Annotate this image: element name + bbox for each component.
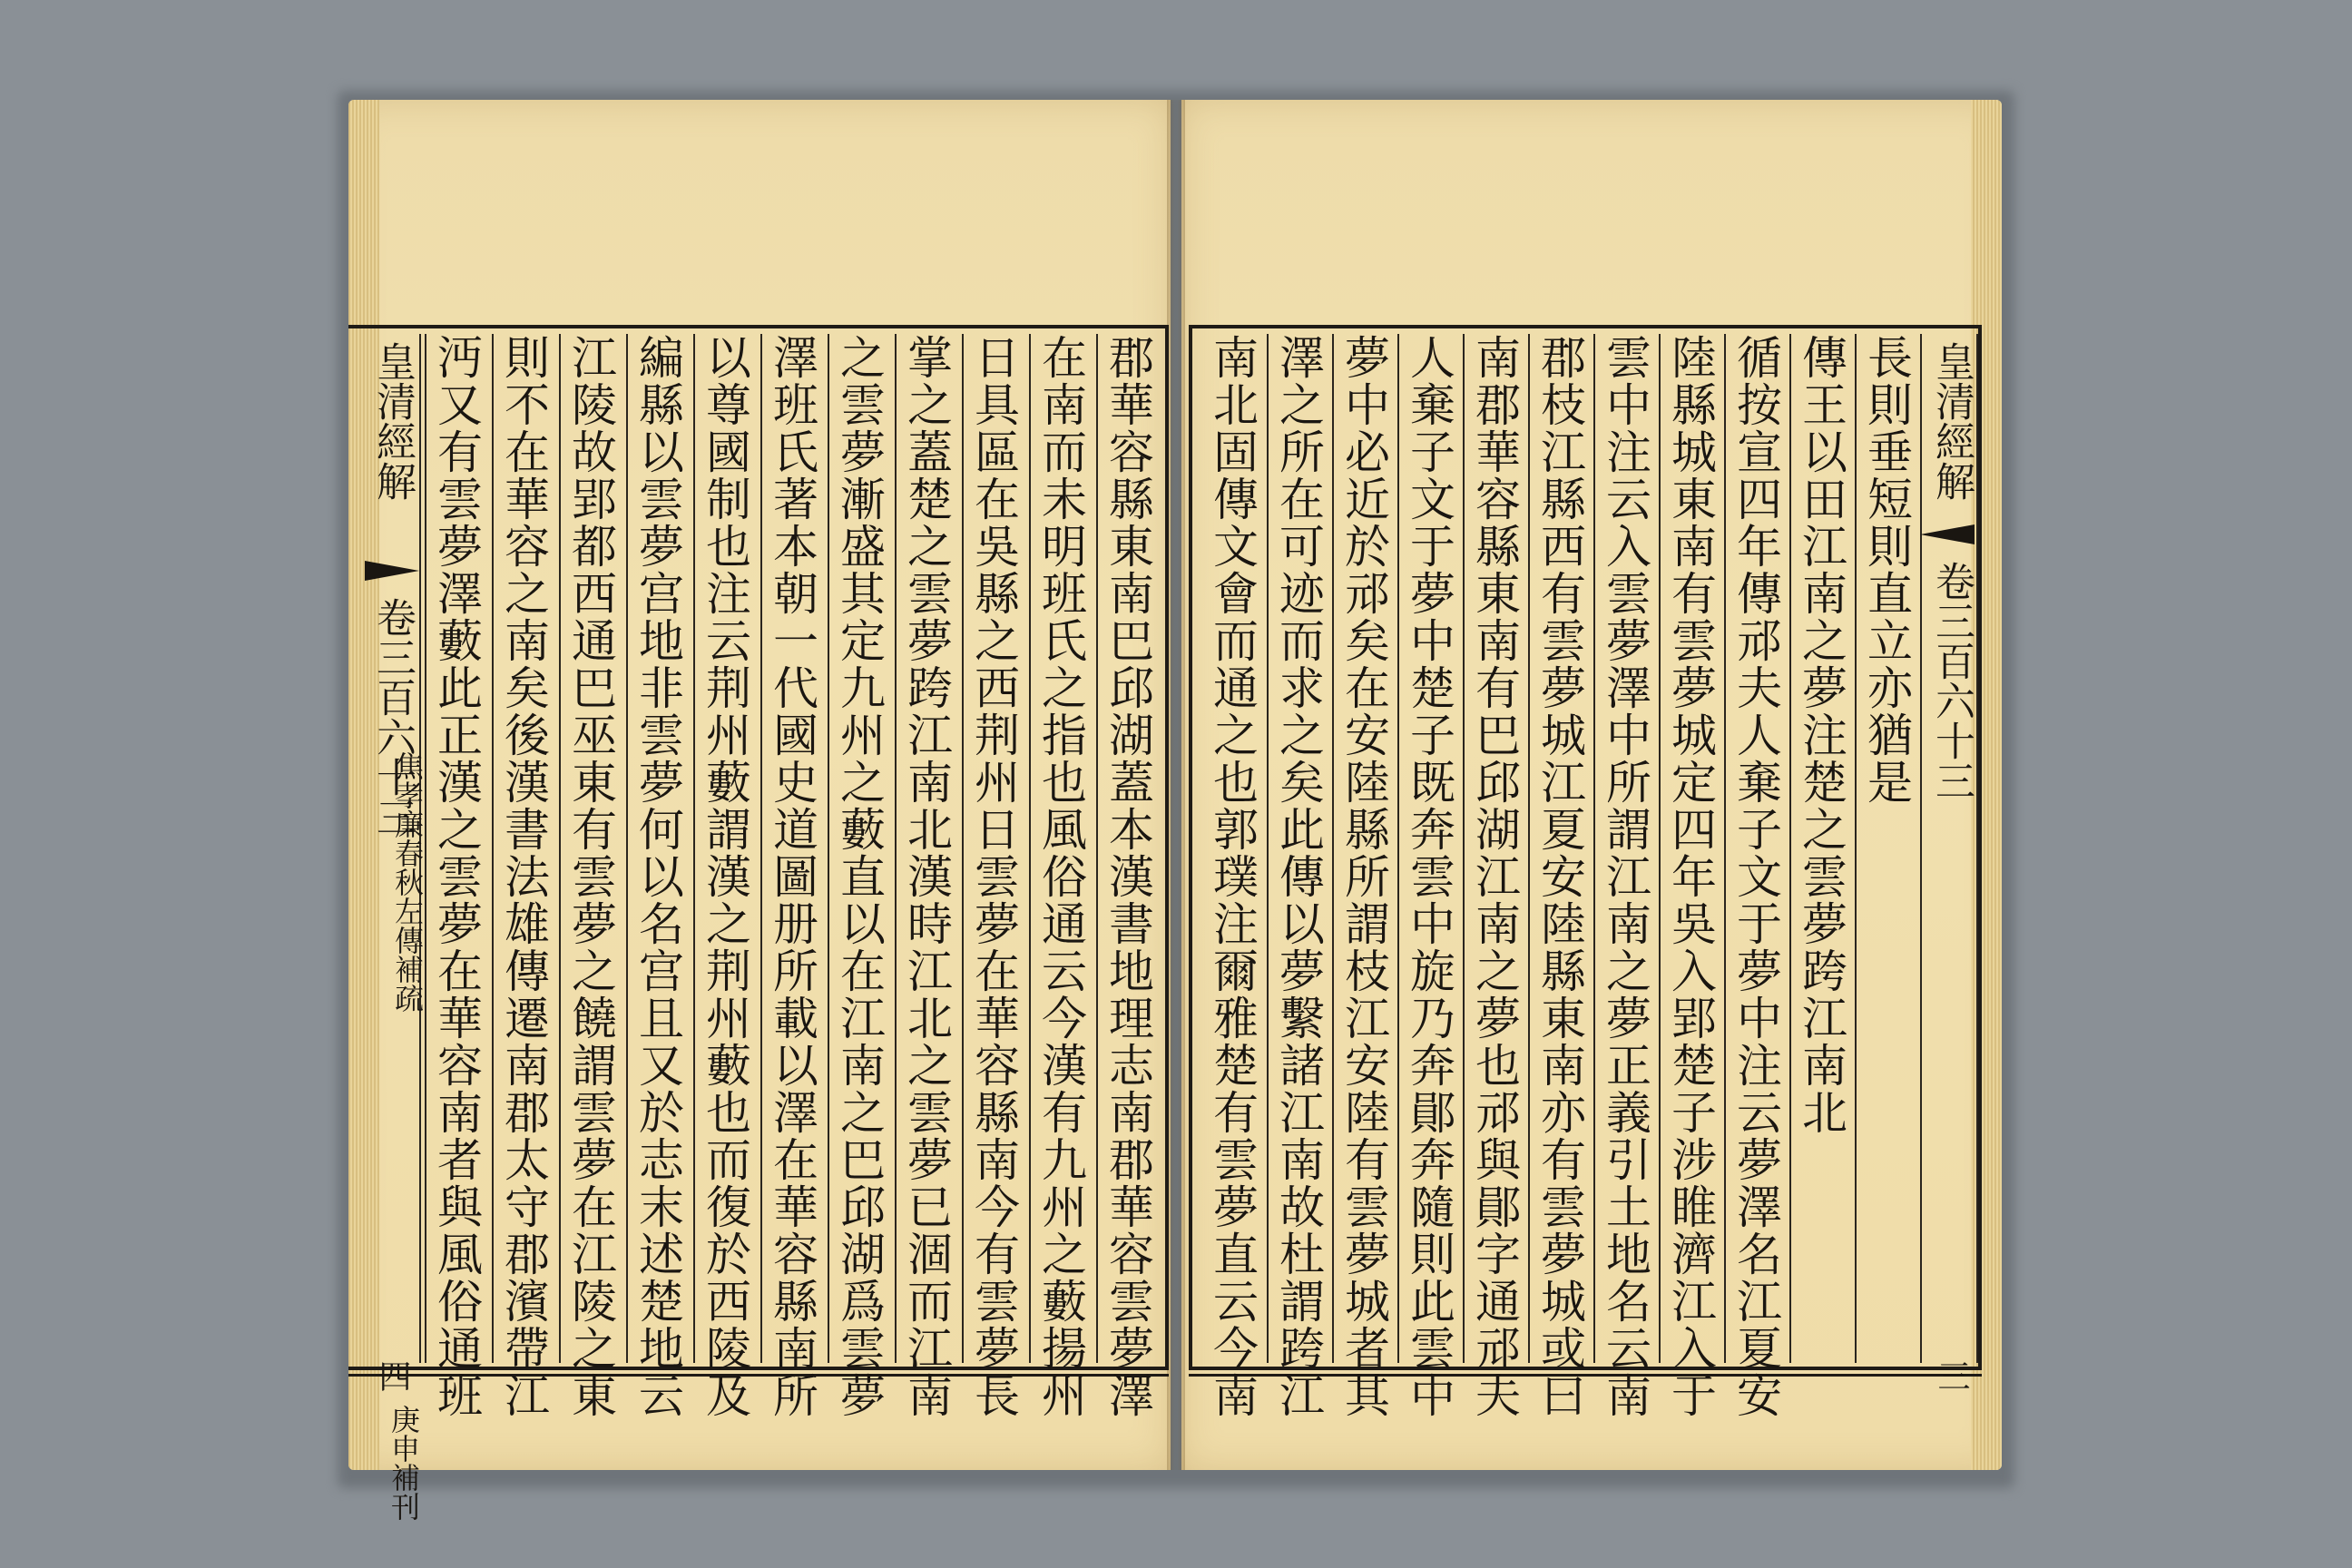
left-column-7: 以尊國制也注云荆州藪謂漢之荆州藪也而復於西陵及 — [693, 334, 755, 1363]
left-leaf-number: 四 — [374, 1359, 411, 1392]
left-column-2: 在南而未明班氏之指也風俗通云今漢有九州之藪揚州 — [1029, 334, 1091, 1363]
right-column-11: 南北固傳文會而通之也郭璞注爾雅楚有雲夢直云今南 — [1206, 334, 1259, 1419]
left-column-11: 沔又有雲夢澤藪此正漢之雲夢在華容南者與風俗通班 — [425, 334, 486, 1363]
right-fish-tail-mark — [1920, 524, 1975, 544]
left-column-8: 編縣以雲夢宫地非雲夢何以名宫且又於志末述楚地云 — [626, 334, 688, 1363]
left-column-1: 郡華容縣東南巴邱湖蓋本漢書地理志南郡華容雲夢澤 — [1096, 334, 1158, 1363]
right-fold-column — [1920, 334, 1978, 1392]
right-leaf-number: 三 — [1933, 1359, 1970, 1392]
left-column-10: 則不在華容之南矣後漢書法雄傳遷南郡太守郡濱帶江 — [492, 334, 554, 1363]
left-column-4: 掌之蓋楚之雲夢跨江南北漢時江北之雲夢已涸而江南 — [895, 334, 956, 1363]
right-column-4: 陸縣城東南有雲夢城定四年吳入郢楚子涉睢濟江入于 — [1659, 334, 1720, 1363]
left-book-title: 皇清經解 — [369, 341, 416, 501]
left-volume-label: 卷三百六十三 — [369, 597, 416, 837]
right-volume-label: 卷三百六十三 — [1928, 561, 1975, 800]
right-column-5: 雲中注云入雲夢澤中所謂江南之夢正義引土地名云南 — [1593, 334, 1655, 1363]
left-column-5: 之雲夢漸盛其定九州之藪直以在江南之巴邱湖爲雲夢 — [828, 334, 889, 1363]
book-gutter — [1167, 100, 1185, 1470]
right-book-title: 皇清經解 — [1928, 341, 1975, 501]
left-fold-column — [363, 334, 425, 1521]
left-column-6: 澤班氏著本朝一代國史道圖册所載以澤在華容縣南所 — [760, 334, 822, 1363]
right-column-6: 郡枝江縣西有雲夢城江夏安陸縣東南亦有雲夢城或曰 — [1528, 334, 1590, 1363]
left-column-9: 江陵故郢都西通巴巫東有雲夢之饒謂雲夢在江陵之東 — [559, 334, 621, 1363]
right-column-3: 循按宣四年傳邧夫人棄子文于夢中注云夢澤名江夏安 — [1724, 334, 1786, 1363]
left-work-title: 焦孝廉春秋左傳補疏 — [390, 751, 425, 1013]
right-column-1: 長則垂短則直立亦猶是 — [1855, 334, 1916, 1363]
right-column-10: 澤之所在可迹而求之矣此傳以夢繫諸江南故杜謂跨江 — [1267, 334, 1328, 1363]
left-fish-tail-mark — [365, 561, 419, 581]
right-column-9: 夢中必近於邧矣在安陸縣所謂枝江安陸有雲夢城者其 — [1332, 334, 1394, 1363]
left-column-3: 日具區在吳縣之西荆州日雲夢在華容縣南今有雲夢長 — [962, 334, 1024, 1363]
right-column-7: 南郡華容縣東南有巴邱湖江南之夢也邧與鄖字通邧夫 — [1463, 334, 1524, 1363]
left-reprint-note: 庚申補刊 — [387, 1405, 421, 1521]
right-column-8: 人棄子文于夢中楚子既奔雲中旋乃奔鄖奔隨則此雲中 — [1397, 334, 1459, 1363]
right-column-2: 傳王以田江南之夢注楚之雲夢跨江南北 — [1789, 334, 1851, 1363]
